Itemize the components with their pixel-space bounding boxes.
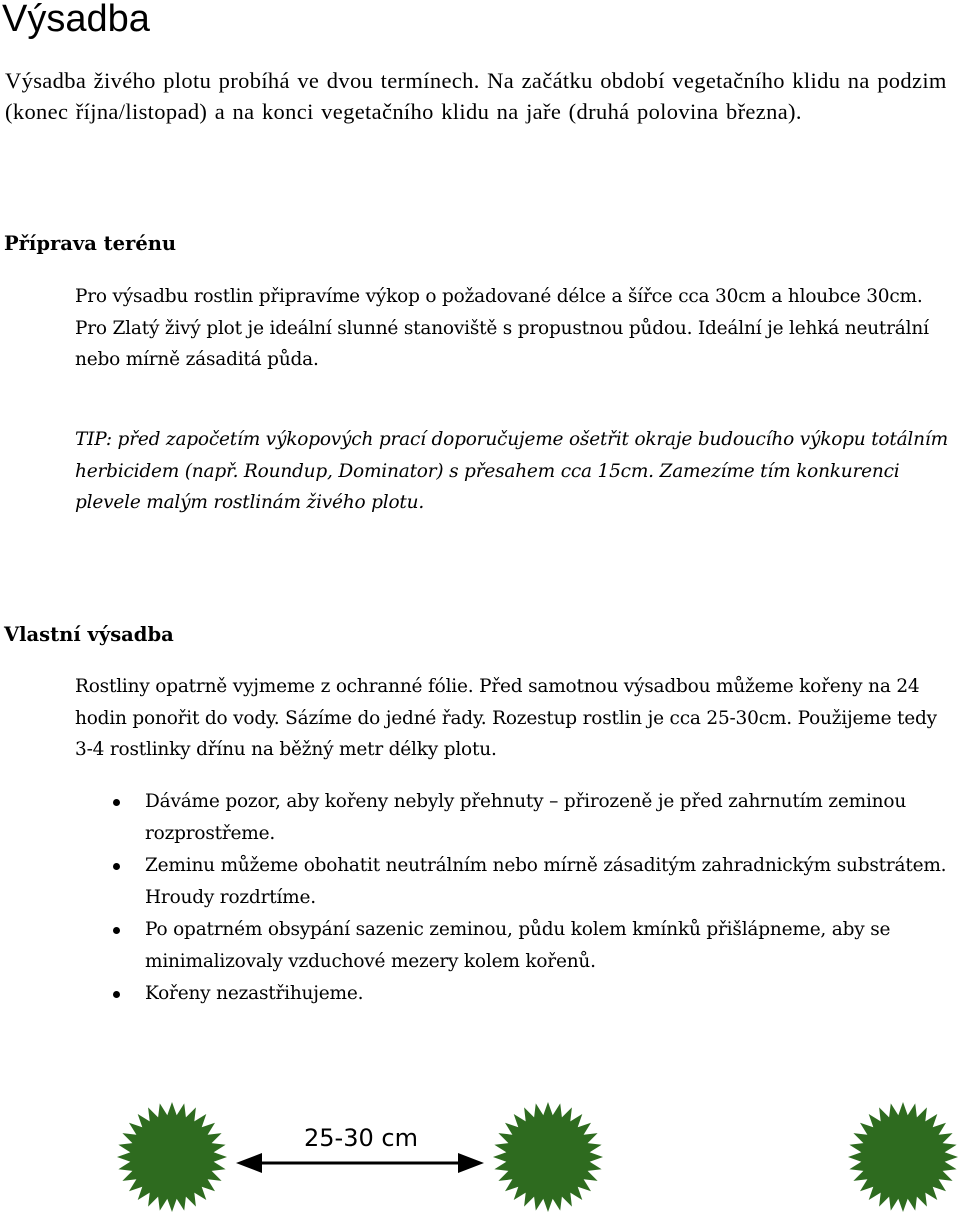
- planting-spacing-diagram: [0, 1095, 960, 1222]
- intro-paragraph: Výsadba živého plotu probíhá ve dvou termínech. Na začátku období vegetačního klidu na podzim (konec října/listopad) a na konci vegetačního klidu na jaře (druhá polovina března).: [5, 68, 947, 124]
- list-item: [75, 978, 955, 1010]
- planting-tips-list: [75, 786, 955, 1010]
- plant-icon: [117, 1102, 227, 1212]
- list-item-text: Kořeny nezastřihujeme.: [145, 983, 364, 1004]
- list-item: [75, 914, 955, 977]
- tip-paragraph: TIP: před započetím výkopových prací doporučujeme ošetřit okraje budoucího výkopu totálním herbicidem (např. Roundup, Dominator) s přesahem cca 15cm. Zamezíme tím konkurenci plevele malým rostlinám živého plotu.: [75, 429, 948, 513]
- list-item-text: Dáváme pozor, aby kořeny nebyly přehnuty – přirozeně je před zahrnutím zeminou rozprostřeme.: [145, 791, 907, 844]
- section-heading-site-preparation: Příprava terénu: [4, 232, 177, 255]
- list-item: [75, 850, 955, 913]
- bullet-icon: [113, 991, 120, 998]
- bullet-icon: [113, 863, 120, 870]
- spacing-arrow-icon: [236, 1153, 484, 1173]
- plant-icon: [848, 1102, 958, 1212]
- list-item: [75, 786, 955, 849]
- section-heading-planting: Vlastní výsadba: [4, 623, 174, 646]
- spacing-label: 25-30 cm: [304, 1124, 418, 1152]
- list-item-text: Zeminu můžeme obohatit neutrálním nebo mírně zásaditým zahradnickým substrátem. Hroudy rozdrtíme.: [145, 855, 947, 908]
- plant-icon: [493, 1102, 603, 1212]
- list-item-text: Po opatrném obsypání sazenic zeminou, půdu kolem kmínků přišlápneme, aby se minimalizovaly vzduchové mezery kolem kořenů.: [145, 919, 891, 972]
- bullet-icon: [113, 799, 120, 806]
- bullet-icon: [113, 927, 120, 934]
- page-title: Výsadba: [2, 0, 150, 40]
- planting-paragraph: Rostliny opatrně vyjmeme z ochranné fólie. Před samotnou výsadbou můžeme kořeny na 24 hodin ponořit do vody. Sázíme do jedné řady. Rozestup rostlin je cca 25-30cm. Použijeme tedy 3-4 rostlinky dřínu na běžný metr délky plotu.: [75, 676, 937, 760]
- site-preparation-paragraph: Pro výsadbu rostlin připravíme výkop o požadované délce a šířce cca 30cm a hloubce 30cm. Pro Zlatý živý plot je ideální slunné stanoviště s propustnou půdou. Ideální je lehká neutrální nebo mírně zásaditá půda.: [75, 286, 929, 370]
